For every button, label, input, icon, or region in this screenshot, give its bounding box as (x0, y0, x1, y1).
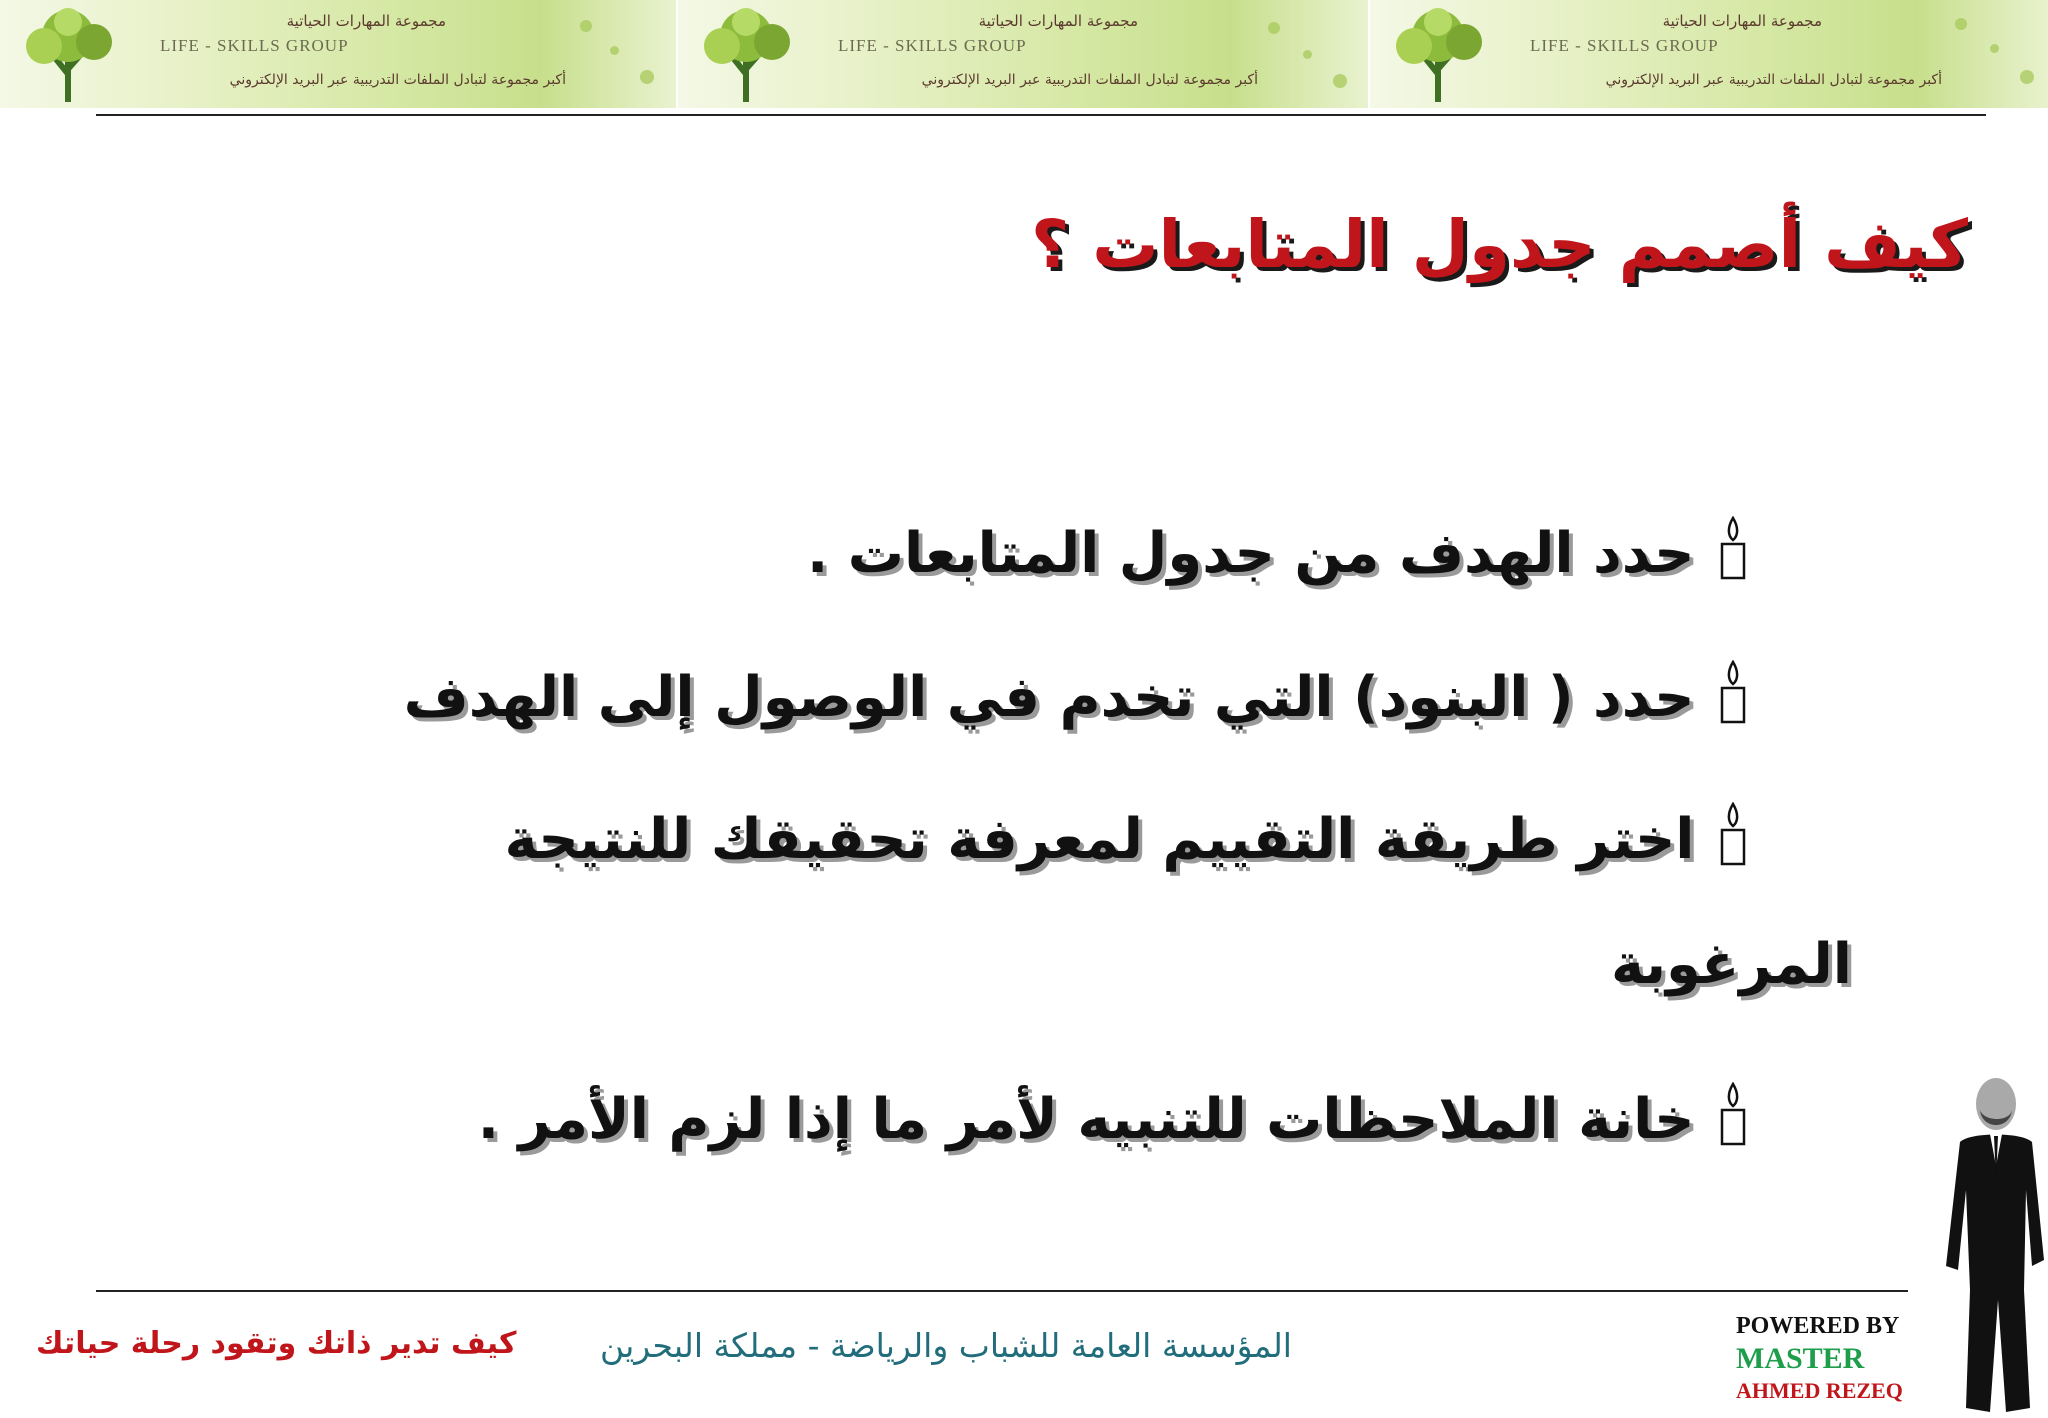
bullet-text: حدد الهدف من جدول المتابعات . (806, 521, 1695, 586)
banner-arabic-title: مجموعة المهارات الحياتية (1662, 12, 1822, 30)
header-banner (1370, 0, 2048, 108)
tree-logo-icon (1378, 4, 1498, 104)
list-item (807, 516, 1748, 586)
powered-by-credit (1736, 1314, 1903, 1402)
footer-divider (96, 1290, 1908, 1292)
bullet-text: خانة الملاحظات للتنبيه لأمر ما إذا لزم الأمر . (477, 1087, 1695, 1152)
banner-arabic-title: مجموعة المهارات الحياتية (286, 12, 446, 30)
list-item (404, 660, 1748, 730)
banner-english-title: LIFE - SKILLS GROUP (160, 36, 349, 55)
author-name: AHMED REZEQ (1736, 1378, 1903, 1403)
banner-english-title: LIFE - SKILLS GROUP (1530, 36, 1719, 55)
footer-course-title: كيف تدير ذاتك وتقود رحلة حياتك (36, 1326, 517, 1361)
presenter-silhouette-icon (1940, 1070, 2048, 1418)
candle-bullet-icon (1718, 1082, 1748, 1146)
bullet-text: حدد ( البنود) التي تخدم في الوصول إلى الهدف (403, 665, 1695, 730)
tree-logo-icon (8, 4, 128, 104)
header-divider (96, 114, 1986, 116)
header-banner (678, 0, 1370, 108)
banner-arabic-tagline: أكبر مجموعة لتبادل الملفات التدريبية عبر البريد الإلكتروني (1605, 72, 1942, 88)
candle-bullet-icon (1718, 660, 1748, 724)
banner-arabic-tagline: أكبر مجموعة لتبادل الملفات التدريبية عبر البريد الإلكتروني (229, 72, 566, 88)
tree-logo-icon (686, 4, 806, 104)
master-label: MASTER (1736, 1342, 1865, 1375)
header-banner-strip (0, 0, 2048, 108)
slide-title: كيف أصمم جدول المتابعات ؟ (1030, 206, 1968, 283)
header-banner (0, 0, 678, 108)
banner-arabic-title: مجموعة المهارات الحياتية (978, 12, 1138, 30)
bullet-text: اختر طريقة التقييم لمعرفة تحقيقك للنتيجة (504, 807, 1695, 872)
footer-organization: المؤسسة العامة للشباب والرياضة - مملكة البحرين (600, 1326, 1292, 1365)
banner-english-title: LIFE - SKILLS GROUP (838, 36, 1027, 55)
bullet-continuation: المرغوبة (1611, 932, 1852, 997)
candle-bullet-icon (1718, 516, 1748, 580)
list-item (504, 802, 1748, 872)
list-item (478, 1082, 1748, 1152)
banner-arabic-tagline: أكبر مجموعة لتبادل الملفات التدريبية عبر البريد الإلكتروني (921, 72, 1258, 88)
powered-by-label: POWERED BY (1736, 1313, 1900, 1339)
candle-bullet-icon (1718, 802, 1748, 866)
